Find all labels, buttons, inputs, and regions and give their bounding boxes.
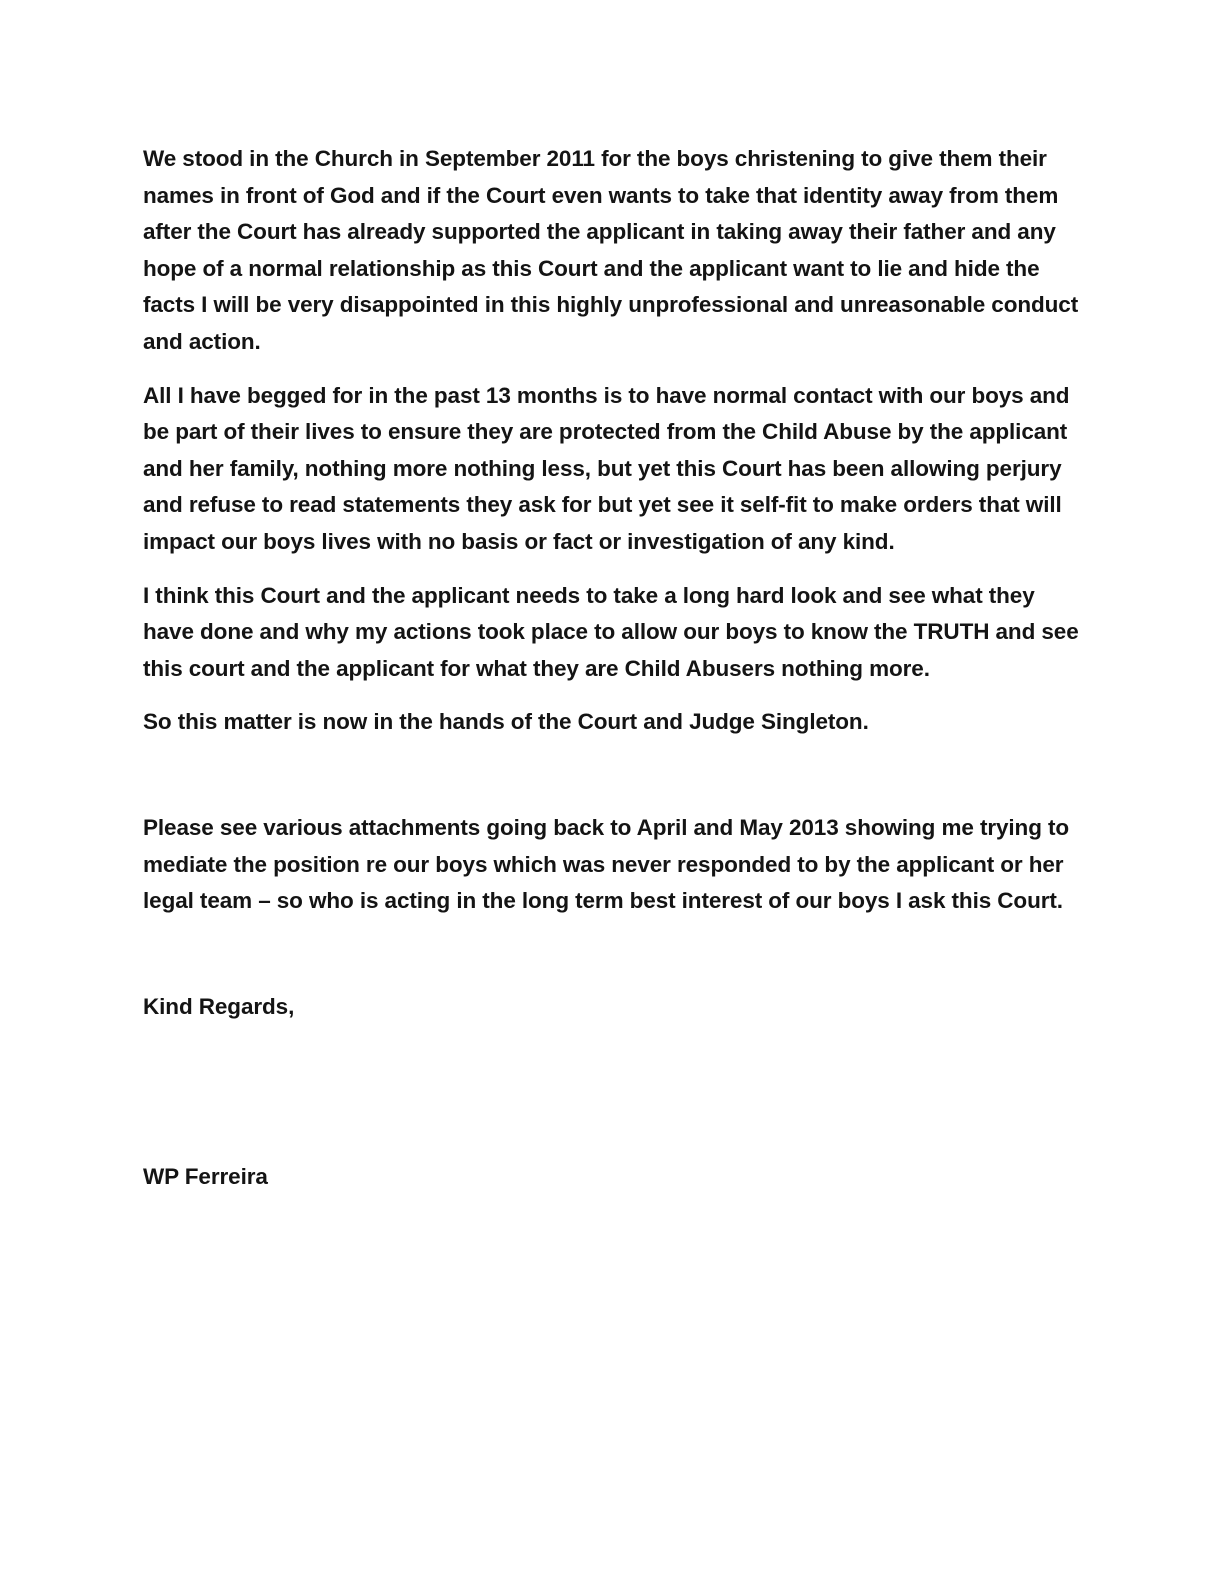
paragraph-judge: So this matter is now in the hands of the Court and Judge Singleton. (143, 709, 869, 735)
spacer (143, 937, 1088, 989)
closing-line: Kind Regards, (143, 993, 295, 1019)
paragraph-contact: All I have begged for in the past 13 months is to have normal contact with our boys and be part of their lives to ensure they are protected from the Child Abuse by the applicant and her family, nothing more nothing less, but yet this Court has been allowing perjury and refuse to read statements they ask for but yet see it self-fit to make orders that will impact our boys lives with no basis or fact or investigation of any kind. (143, 382, 1070, 554)
paragraph-christening: We stood in the Church in September 2011 for the boys christening to give them their names in front of God and if the Court even wants to take that identity away from them after the Court has already supported the applicant in taking away their father and any hope of a normal relationship as this Court and the applicant want to lie and hide the facts I will be very disappointed in this highly unprofessional and unreasonable conduct and action. (143, 146, 1079, 354)
letter-body (143, 141, 1088, 1196)
signature-name: WP Ferreira (143, 1164, 268, 1190)
spacer (143, 1042, 1088, 1159)
paragraph-attachments: Please see various attachments going back to April and May 2013 showing me trying to mediate the position re our boys which was never responded to by the applicant or her legal team – so who is acting in the long term best interest of our boys I ask this Court. (143, 814, 1070, 914)
spacer (143, 758, 1088, 810)
paragraph-truth: I think this Court and the applicant needs to take a long hard look and see what they have done and why my actions took place to allow our boys to know the TRUTH and see this court and the applicant for what they are Child Abusers nothing more. (143, 582, 1079, 681)
